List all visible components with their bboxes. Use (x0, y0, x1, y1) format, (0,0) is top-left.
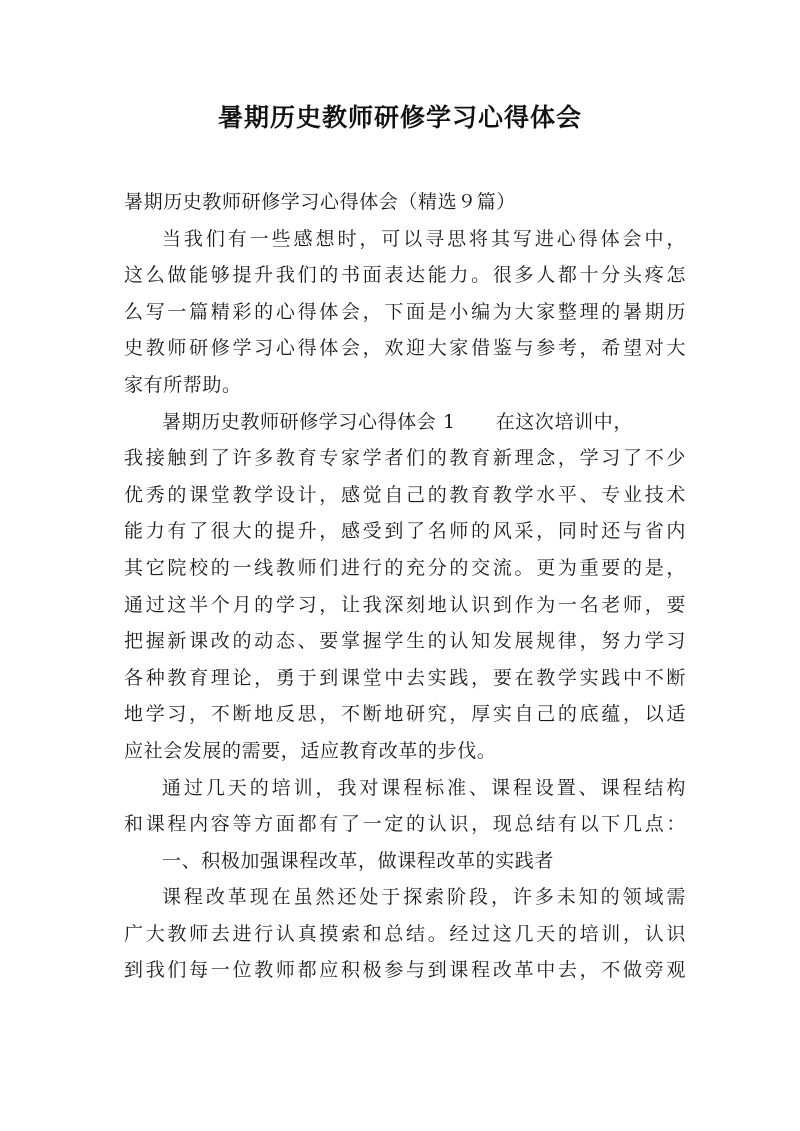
paragraph-line: 优秀的课堂教学设计，感觉自己的教育教学水平、专业技术 (124, 483, 686, 506)
paragraph-line: 当我们有一些感想时，可以寻思将其写进心得体会中， (162, 227, 686, 250)
document-title: 暑期历史教师研修学习心得体会 (217, 103, 582, 132)
paragraph-line: 我接触到了许多教育专家学者们的教育新理念，学习了不少 (124, 447, 686, 470)
paragraph-line: 通过这半个月的学习，让我深刻地认识到作为一名老师，要 (124, 593, 686, 616)
section-heading: 暑期历史教师研修学习心得体会 1 (162, 410, 456, 433)
paragraph-line: 课程改革现在虽然还处于探索阶段，许多未知的领域需 (162, 886, 686, 909)
paragraph-line: 这么做能够提升我们的书面表达能力。很多人都十分头疼怎 (124, 264, 686, 287)
paragraph-line: 到我们每一位教师都应积极参与到课程改革中去，不做旁观 (124, 959, 686, 982)
paragraph-line: 各种教育理论，勇于到课堂中去实践，要在教学实践中不断 (124, 666, 686, 689)
paragraph-line: 其它院校的一线教师们进行的充分的交流。更为重要的是， (124, 556, 686, 579)
paragraph-line: 地学习，不断地反思，不断地研究，厚实自己的底蕴，以适 (124, 703, 686, 726)
paragraph-line: 广大教师去进行认真摸索和总结。经过这几天的培训，认识 (124, 922, 686, 945)
document-body (124, 184, 686, 989)
point-heading: 一、积极加强课程改革，做课程改革的实践者 (162, 849, 555, 872)
paragraph-line: 和课程内容等方面都有了一定的认识，现总结有以下几点： (124, 813, 686, 836)
paragraph-line: 通过几天的培训，我对课程标准、课程设置、课程结构 (162, 776, 686, 799)
paragraph-line: 应社会发展的需要，适应教育改革的步伐。 (124, 739, 497, 762)
paragraph-line: 能力有了很大的提升，感受到了名师的风采，同时还与省内 (124, 520, 686, 543)
document-subtitle: 暑期历史教师研修学习心得体会（精选９篇） (124, 191, 517, 213)
section-first-text: 在这次培训中， (495, 410, 633, 433)
paragraph-line: 把握新课改的动态、要掌握学生的认知发展规律，努力学习 (124, 630, 686, 653)
paragraph-line: 家有所帮助。 (124, 373, 242, 396)
paragraph-line: 史教师研修学习心得体会，欢迎大家借鉴与参考，希望对大 (124, 337, 686, 360)
section-heading-line (124, 404, 686, 441)
paragraph-line: 么写一篇精彩的心得体会，下面是小编为大家整理的暑期历 (124, 300, 686, 323)
